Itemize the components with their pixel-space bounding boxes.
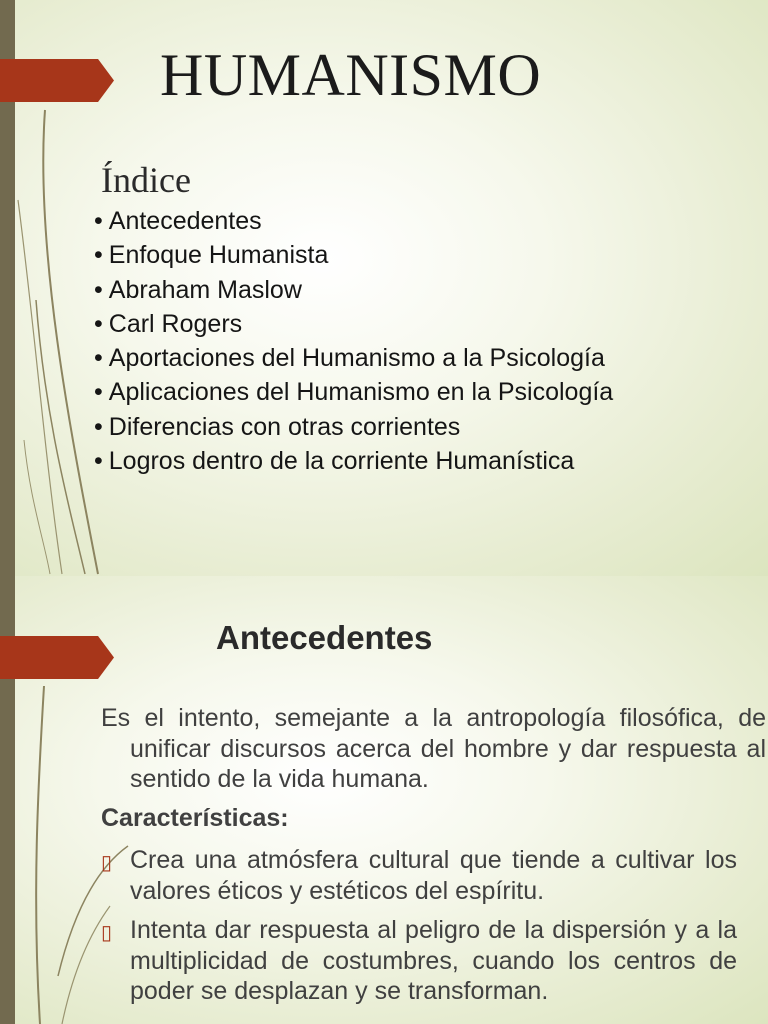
- bullet-icon: •: [94, 309, 103, 338]
- list-item: • Enfoque Humanista: [94, 241, 329, 270]
- slide-title: HUMANISMO: [160, 42, 542, 108]
- bullet-icon: •: [94, 241, 103, 270]
- list-item: • Aplicaciones del Humanismo en la Psicología: [94, 378, 614, 407]
- list-item: • Aportaciones del Humanismo a la Psicología: [94, 344, 605, 373]
- bullet-icon: •: [94, 378, 103, 407]
- list-item: • Logros dentro de la corriente Humanística: [94, 447, 575, 476]
- intro-paragraph: Es el intento, semejante a la antropología filosófica, de unificar discursos acerca del hombre y dar respuesta al sentido de la vida humana.: [101, 704, 766, 793]
- list-item: • Carl Rogers: [94, 309, 243, 338]
- index-heading: Índice: [101, 160, 191, 200]
- bullet-icon: •: [94, 447, 103, 476]
- bullet-icon: ▯: [101, 922, 113, 944]
- bullet-icon: ▯: [101, 852, 113, 874]
- slide-2: [0, 576, 768, 1024]
- characteristics-list: [101, 845, 737, 1016]
- bullet-icon: •: [94, 275, 103, 304]
- bullet-icon: •: [94, 207, 103, 235]
- bullet-icon: •: [94, 412, 103, 441]
- bullet-icon: •: [94, 344, 103, 373]
- list-item: • Diferencias con otras corrientes: [94, 412, 461, 441]
- characteristics-heading: Características:: [101, 804, 289, 832]
- list-item: • Abraham Maslow: [94, 275, 302, 304]
- index-list: [94, 204, 613, 478]
- list-item: • Antecedentes: [94, 207, 262, 235]
- accent-arrow: [0, 59, 114, 102]
- slide-title: Antecedentes: [216, 619, 433, 656]
- list-item: ▯ Intenta dar respuesta al peligro de la dispersión y a la multiplicidad de costumbres, cuando los centros de poder se desplazan y se transforman.: [101, 916, 737, 1005]
- accent-arrow: [0, 636, 114, 679]
- list-item: ▯ Crea una atmósfera cultural que tiende a cultivar los valores éticos y estéticos del espíritu.: [101, 846, 737, 905]
